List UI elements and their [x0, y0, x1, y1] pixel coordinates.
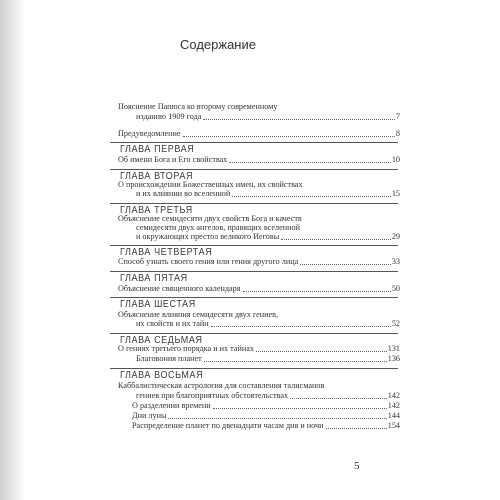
toc-entry-text: Об имени Бога и Его свойствах [118, 155, 228, 164]
page-title: Содержание [180, 37, 256, 52]
toc-page-number: 10 [391, 155, 400, 164]
toc-entry-text: Объяснение священного календаря [118, 284, 241, 293]
chapter-heading-6: ГЛАВА ШЕСТАЯ [120, 298, 196, 310]
toc-page-number: 131 [387, 344, 400, 353]
leader-dots [204, 360, 387, 362]
toc-entry-chapter-5 [118, 284, 400, 294]
toc-entry-chapter-8-line1: Каббалистическая астрология для составления талисманов [118, 381, 325, 390]
leader-dots [326, 427, 387, 429]
toc-page-number: 142 [387, 391, 400, 400]
toc-page-number: 50 [391, 284, 400, 293]
chapter-heading-2: ГЛАВА ВТОРАЯ [120, 170, 194, 182]
toc-page-number: 52 [391, 319, 400, 328]
leader-dots [213, 407, 387, 409]
toc-entry-text: О разделении времени [132, 401, 211, 410]
leader-dots [211, 325, 391, 327]
toc-entry-text: Способ узнать своего гения или гения другого лица [118, 257, 299, 266]
chapter-heading-8: ГЛАВА ВОСЬМАЯ [120, 369, 204, 381]
toc-entry-text: гениев при благоприятных обстоятельствах [136, 391, 289, 400]
toc-entry-chapter-8 [136, 391, 400, 401]
toc-page-number: 15 [391, 189, 400, 198]
page-number: 5 [354, 460, 360, 472]
toc-entry-papus-line1: Пояснение Папюса ко второму современному [118, 102, 278, 111]
toc-entry-text: Предуведомление [118, 129, 181, 138]
chapter-heading-1: ГЛАВА ПЕРВАЯ [120, 143, 195, 155]
toc-entry-text: изданию 1909 года [136, 112, 202, 121]
toc-page-number: 8 [395, 129, 400, 138]
toc-page-number: 144 [387, 411, 400, 420]
leader-dots [281, 238, 391, 240]
chapter-heading-4: ГЛАВА ЧЕТВЕРТАЯ [120, 246, 213, 258]
toc-entry-chapter-1 [118, 155, 400, 165]
leader-dots [203, 118, 394, 120]
toc-subentry-planet-hours [132, 421, 400, 431]
toc-page-number: 142 [387, 401, 400, 410]
toc-entry-text: и окружающих престол великого Иеговы [136, 232, 280, 241]
leader-dots [183, 135, 395, 137]
toc-entry-chapter-3-line2: семидесяти двух ангелов, правящих вселенной [136, 223, 300, 232]
leader-dots [290, 397, 387, 399]
leader-dots [243, 290, 391, 292]
toc-subentry-time-division [132, 401, 400, 411]
toc-page-number: 154 [387, 421, 400, 430]
toc-entry-chapter-2 [136, 189, 400, 199]
leader-dots [168, 417, 386, 419]
toc-entry-chapter-6-line1: Объяснение влияния семидесяти двух гениев, [118, 310, 279, 319]
leader-dots [232, 195, 391, 197]
chapter-heading-3: ГЛАВА ТРЕТЬЯ [120, 204, 193, 216]
toc-entry-text: Благовония планет [136, 354, 202, 363]
toc-entry-chapter-7 [118, 344, 400, 354]
toc-entry-text: Распределение планет по двенадцати часам дня и ночи [132, 421, 324, 430]
page-gutter-shadow [0, 0, 26, 500]
toc-page-number: 33 [391, 257, 400, 266]
leader-dots [300, 263, 391, 265]
toc-page-number: 136 [387, 354, 400, 363]
toc-page-number: 7 [395, 112, 400, 121]
toc-entry-text: их свойств и их тайн [136, 319, 209, 328]
toc-entry-text: и их влиянии во вселенной [136, 189, 231, 198]
toc-entry-chapter-2-line1: О происхождении Божественных имен, их свойствах [118, 180, 303, 189]
toc-entry-text: Дни луны [132, 411, 167, 420]
leader-dots [256, 350, 387, 352]
toc-entry-text: О гениях третьего порядка и их тайнах [118, 344, 254, 353]
toc-entry-chapter-3-line1: Объяснение семидесяти двух свойств Бога и качеств [118, 214, 302, 223]
toc-entry-chapter-3 [136, 232, 400, 242]
toc-subentry-moon-days [132, 411, 400, 421]
chapter-heading-7: ГЛАВА СЕДЬМАЯ [120, 334, 203, 346]
toc-page-number: 29 [391, 232, 400, 241]
toc-subentry-planet-incense [136, 354, 400, 364]
toc-entry-chapter-6 [136, 319, 400, 329]
toc-entry-papus [136, 112, 400, 122]
chapter-heading-5: ГЛАВА ПЯТАЯ [120, 272, 188, 284]
toc-entry-chapter-4 [118, 257, 400, 267]
toc-entry-foreword [118, 129, 400, 139]
leader-dots [229, 161, 391, 163]
